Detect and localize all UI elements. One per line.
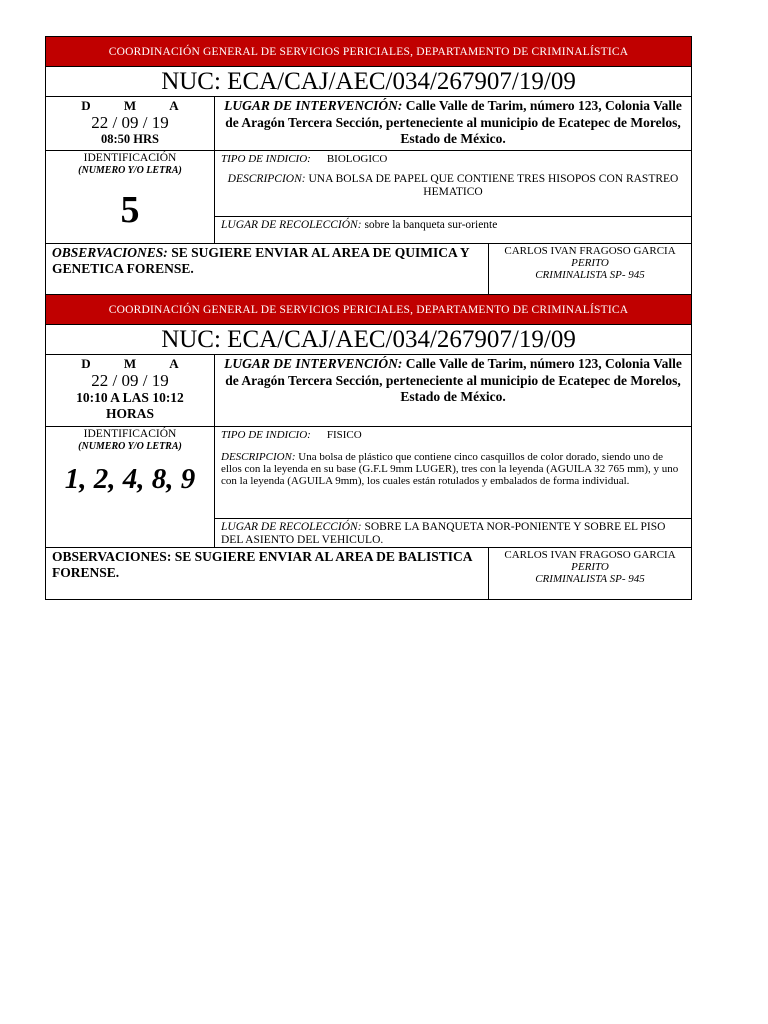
expert-role: PERITO — [571, 257, 609, 269]
identification-sublabel: (NUMERO Y/O LETRA) — [78, 441, 182, 452]
date-value: 22 / 09 / 19 — [91, 113, 169, 132]
intervention-place-text: Calle Valle de Tarim, número 123, Colonia Valle de Aragón Tercera Sección, perteneciente al municipio de Ecatepec de Morelos, Estado de México. — [225, 98, 682, 146]
intervention-place-label: LUGAR DE INTERVENCIÓN: — [224, 356, 403, 371]
evidence-type-label: TIPO DE INDICIO: — [221, 429, 311, 441]
collection-place — [215, 519, 692, 548]
evidence-type — [215, 151, 691, 167]
description — [215, 451, 691, 487]
description-label: DESCRIPCION: — [227, 173, 306, 185]
observations-text: SE SUGIERE ENVIAR AL AREA DE BALISTICA FORENSE. — [52, 549, 472, 580]
nuc-number: NUC: ECA/CAJ/AEC/034/267907/19/09 — [46, 67, 692, 97]
collection-place-text: SOBRE LA BANQUETA NOR-PONIENTE Y SOBRE EL PISO DEL ASIENTO DEL VEHICULO. — [221, 521, 666, 546]
signature-block — [489, 548, 692, 600]
evidence-type-value: BIOLOGICO — [326, 153, 388, 165]
signature-block — [489, 244, 692, 298]
year-label: A — [169, 98, 179, 113]
observations — [46, 244, 489, 298]
description-text: Una bolsa de plástico que contiene cinco casquillos de color dorado, siendo uno de ellos con la leyenda en su base (G.F.L 9mm LUGER), tres con la leyenda (AGUILA 32 765 mm), y uno con la leyenda (AGUILA 9mm), los cuales están rotulados y embalados de forma individual. — [221, 451, 679, 487]
expert-name: CARLOS IVAN FRAGOSO GARCIA — [504, 549, 676, 561]
nuc-number: NUC: ECA/CAJ/AEC/034/267907/19/09 — [46, 325, 692, 355]
evidence-type-label: TIPO DE INDICIO: — [221, 153, 311, 165]
observations-label: OBSERVACIONES: — [52, 245, 168, 260]
time-value: 10:10 A LAS 10:12 HORAS — [76, 390, 184, 421]
collection-place — [215, 217, 692, 244]
observations-text: SE SUGIERE ENVIAR AL AREA DE QUIMICA Y GENETICA FORENSE. — [52, 245, 470, 276]
date-value: 22 / 09 / 19 — [91, 371, 169, 390]
intervention-place — [215, 355, 692, 427]
identification-label: IDENTIFICACIÓN — [83, 428, 177, 440]
collection-place-text: sobre la banqueta sur-oriente — [364, 219, 498, 231]
collection-place-label: LUGAR DE RECOLECCIÓN: — [221, 521, 362, 533]
day-label: D — [81, 98, 91, 113]
observations-label: OBSERVACIONES: — [52, 549, 172, 564]
observations — [46, 548, 489, 600]
evidence-label-2 — [45, 294, 691, 600]
intervention-place — [215, 97, 692, 151]
identification-cell — [46, 151, 215, 244]
description — [215, 173, 691, 199]
date-cell — [46, 355, 215, 427]
intervention-place-text: Calle Valle de Tarim, número 123, Colonia Valle de Aragón Tercera Sección, perteneciente al municipio de Ecatepec de Morelos, Estado de México. — [225, 356, 682, 404]
dma-header — [46, 356, 214, 371]
identification-cell — [46, 427, 215, 548]
month-label: M — [123, 356, 137, 371]
evidence-label-1 — [45, 36, 691, 298]
collection-place-label: LUGAR DE RECOLECCIÓN: — [221, 219, 362, 231]
expert-role: PERITO — [571, 561, 609, 573]
expert-name: CARLOS IVAN FRAGOSO GARCIA — [504, 245, 676, 257]
evidence-type-cell — [215, 427, 692, 519]
evidence-type-value: FISICO — [326, 429, 362, 441]
identification-number: 5 — [120, 189, 140, 231]
identification-label: IDENTIFICACIÓN — [83, 152, 177, 164]
identification-sublabel: (NUMERO Y/O LETRA) — [78, 165, 182, 176]
expert-title: CRIMINALISTA SP- 945 — [535, 269, 645, 281]
year-label: A — [169, 356, 179, 371]
intervention-place-label: LUGAR DE INTERVENCIÓN: — [224, 98, 403, 113]
description-label: DESCRIPCION: — [221, 451, 296, 463]
identification-number: 1, 2, 4, 8, 9 — [64, 463, 196, 495]
time-value: 08:50 HRS — [101, 132, 159, 146]
evidence-type — [215, 427, 691, 443]
description-text: UNA BOLSA DE PAPEL QUE CONTIENE TRES HISOPOS CON RASTREO HEMATICO — [308, 173, 679, 198]
expert-title: CRIMINALISTA SP- 945 — [535, 573, 645, 585]
label-header: COORDINACIÓN GENERAL DE SERVICIOS PERICIALES, DEPARTAMENTO DE CRIMINALÍSTICA — [46, 37, 692, 67]
date-cell — [46, 97, 215, 151]
label-header: COORDINACIÓN GENERAL DE SERVICIOS PERICIALES, DEPARTAMENTO DE CRIMINALÍSTICA — [46, 295, 692, 325]
evidence-type-cell — [215, 151, 692, 217]
day-label: D — [81, 356, 91, 371]
dma-header — [46, 98, 214, 113]
month-label: M — [123, 98, 137, 113]
